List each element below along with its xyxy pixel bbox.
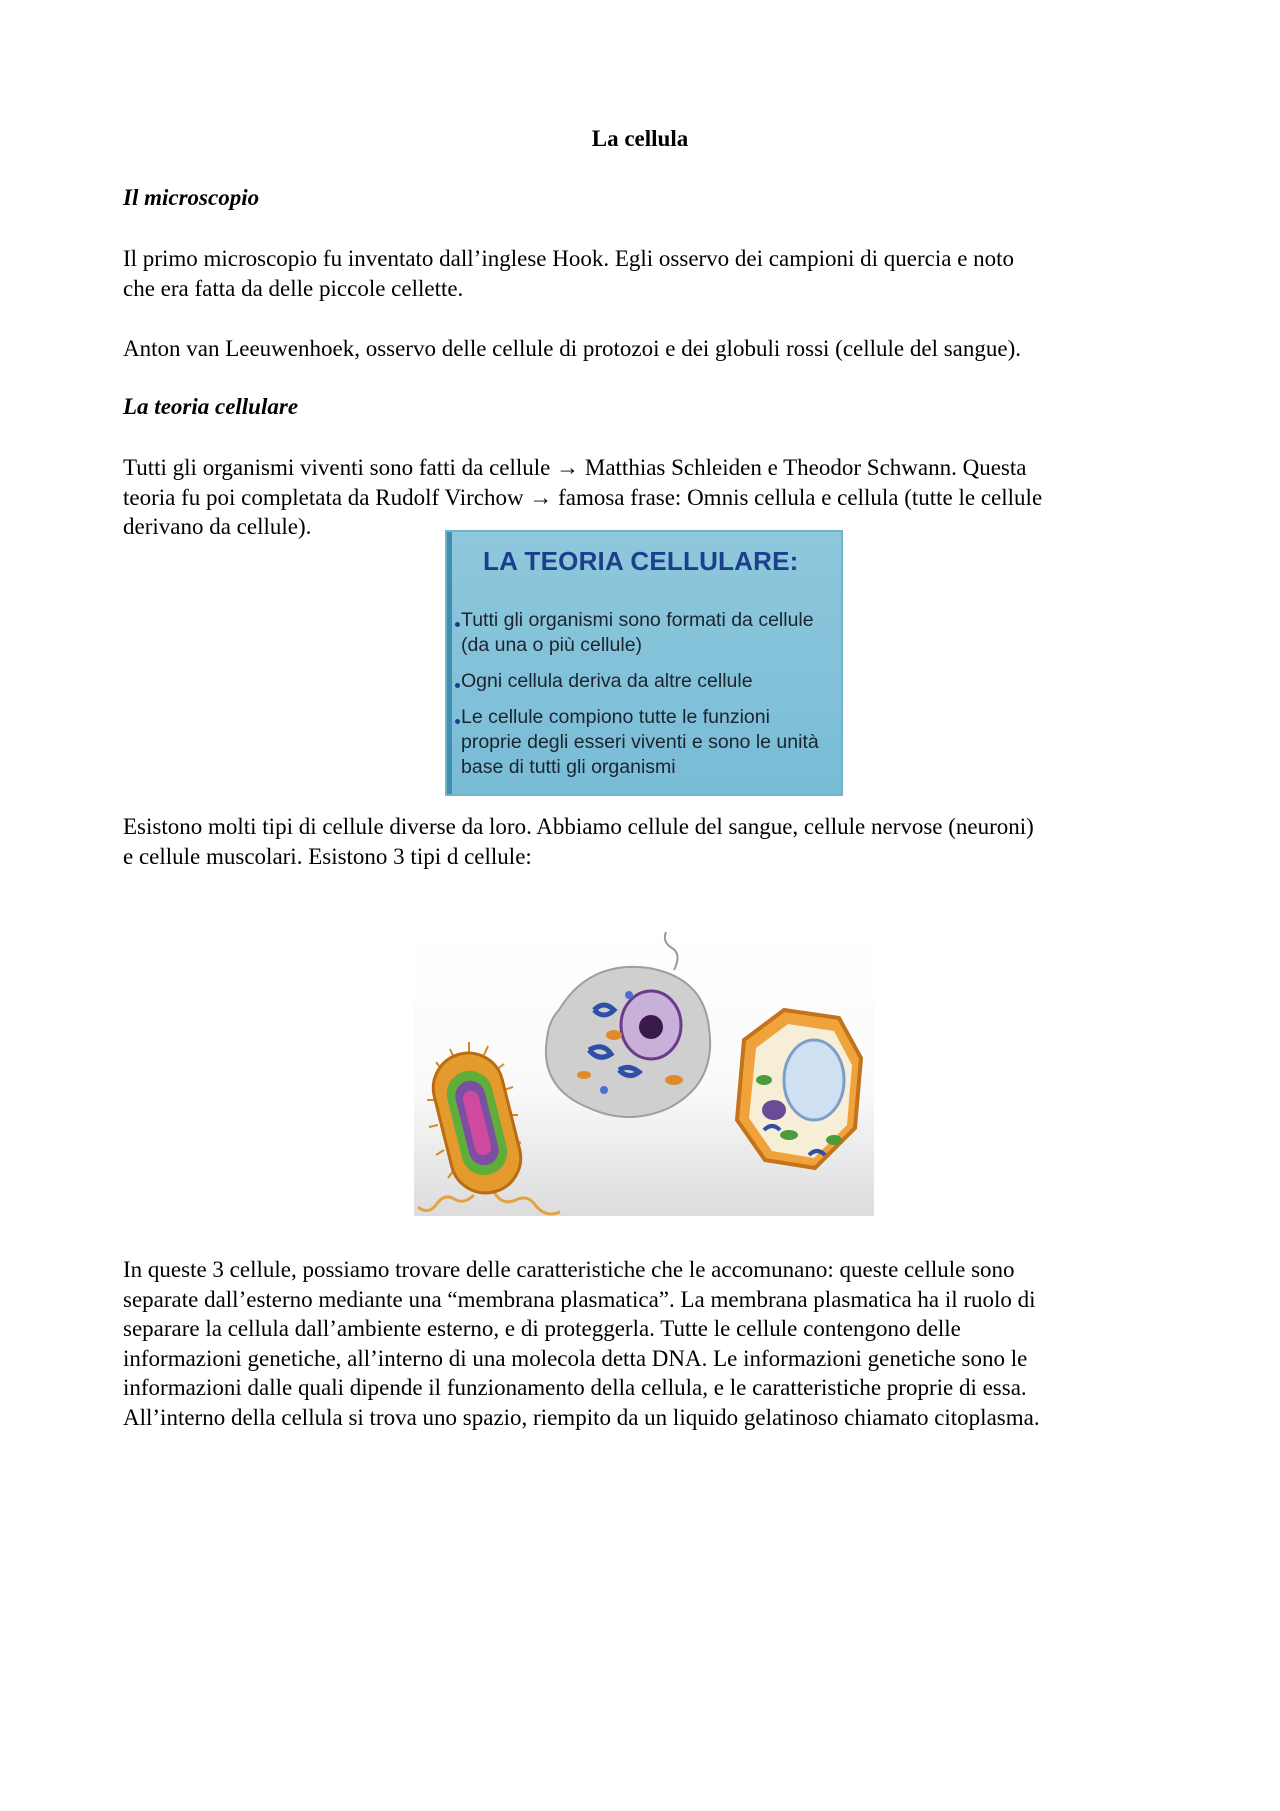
paragraph-leeuwenhoek bbox=[123, 334, 1173, 364]
paragraph-line: derivano da cellule). bbox=[123, 514, 312, 539]
paragraph-line: Esistono molti tipi di cellule diverse da loro. Abbiamo cellule del sangue, cellule nervose (neuroni) bbox=[123, 814, 1034, 839]
paragraph-line: che era fatta da delle piccole cellette. bbox=[123, 275, 464, 301]
paragraph-teoria bbox=[123, 453, 1173, 542]
paragraph-line: All’interno della cellula si trova uno spazio, riempito da un liquido gelatinoso chiamato citoplasma. bbox=[123, 1404, 1040, 1430]
paragraph-hook bbox=[123, 244, 1173, 303]
paragraph-line: separare la cellula dall’ambiente esterno, e di proteggerla. Tutte le cellule contengono delle bbox=[123, 1316, 961, 1341]
paragraph-line: Tutti gli organismi viventi sono fatti da cellule → Matthias Schleiden e Theodor Schwann. Questa bbox=[123, 455, 1027, 480]
animal-cell-icon bbox=[546, 932, 710, 1117]
teoria-image-item: Le cellule compiono tutte le funzioni proprie degli esseri viventi e sono le unità base di tutti gli organismi bbox=[455, 705, 835, 780]
bacterium-cell-icon bbox=[418, 1042, 560, 1214]
paragraph-tipi-cellule bbox=[123, 812, 1173, 871]
bullet-icon bbox=[455, 683, 460, 688]
paragraph-line: Anton van Leeuwenhoek, osservo delle cellule di protozoi e dei globuli rossi (cellule del sangue). bbox=[123, 336, 1022, 361]
teoria-image-item: Ogni cellula deriva da altre cellule bbox=[455, 669, 835, 694]
heading-teoria-cellulare: La teoria cellulare bbox=[123, 394, 299, 419]
teoria-image-item: Tutti gli organismi sono formati da cellule (da una o più cellule) bbox=[455, 608, 835, 658]
cells-illustration-svg bbox=[414, 930, 874, 1216]
teoria-cellulare-image bbox=[445, 530, 843, 796]
paragraph-line: informazioni dalle quali dipende il funzionamento della cellula, e le caratteristiche proprie di essa. bbox=[123, 1375, 1027, 1400]
bullet-icon bbox=[455, 622, 460, 627]
teoria-image-list bbox=[455, 608, 835, 791]
bullet-icon bbox=[455, 719, 460, 724]
paragraph-line: Il primo microscopio fu inventato dall’inglese Hook. Egli osservo dei campioni di quercia e noto bbox=[123, 246, 1015, 271]
paragraph-line: e cellule muscolari. Esistono 3 tipi d cellule: bbox=[123, 843, 532, 869]
document-title: La cellula bbox=[591, 126, 689, 151]
paragraph-membrana bbox=[123, 1255, 1173, 1432]
paragraph-line: separate dall’esterno mediante una “membrana plasmatica”. La membrana plasmatica ha il ruolo di bbox=[123, 1286, 1036, 1312]
cells-illustration bbox=[414, 930, 874, 1216]
paragraph-line: teoria fu poi completata da Rudolf Virchow → famosa frase: Omnis cellula e cellula (tutte le cellule bbox=[123, 484, 1043, 510]
teoria-image-title: LA TEORIA CELLULARE: bbox=[483, 546, 799, 576]
plant-cell-icon bbox=[737, 1010, 861, 1168]
paragraph-line: In queste 3 cellule, possiamo trovare delle caratteristiche che le accomunano: queste cellule sono bbox=[123, 1257, 1015, 1282]
heading-microscopio: Il microscopio bbox=[123, 185, 260, 210]
paragraph-line: informazioni genetiche, all’interno di una molecola detta DNA. Le informazioni genetiche sono le bbox=[123, 1345, 1028, 1371]
